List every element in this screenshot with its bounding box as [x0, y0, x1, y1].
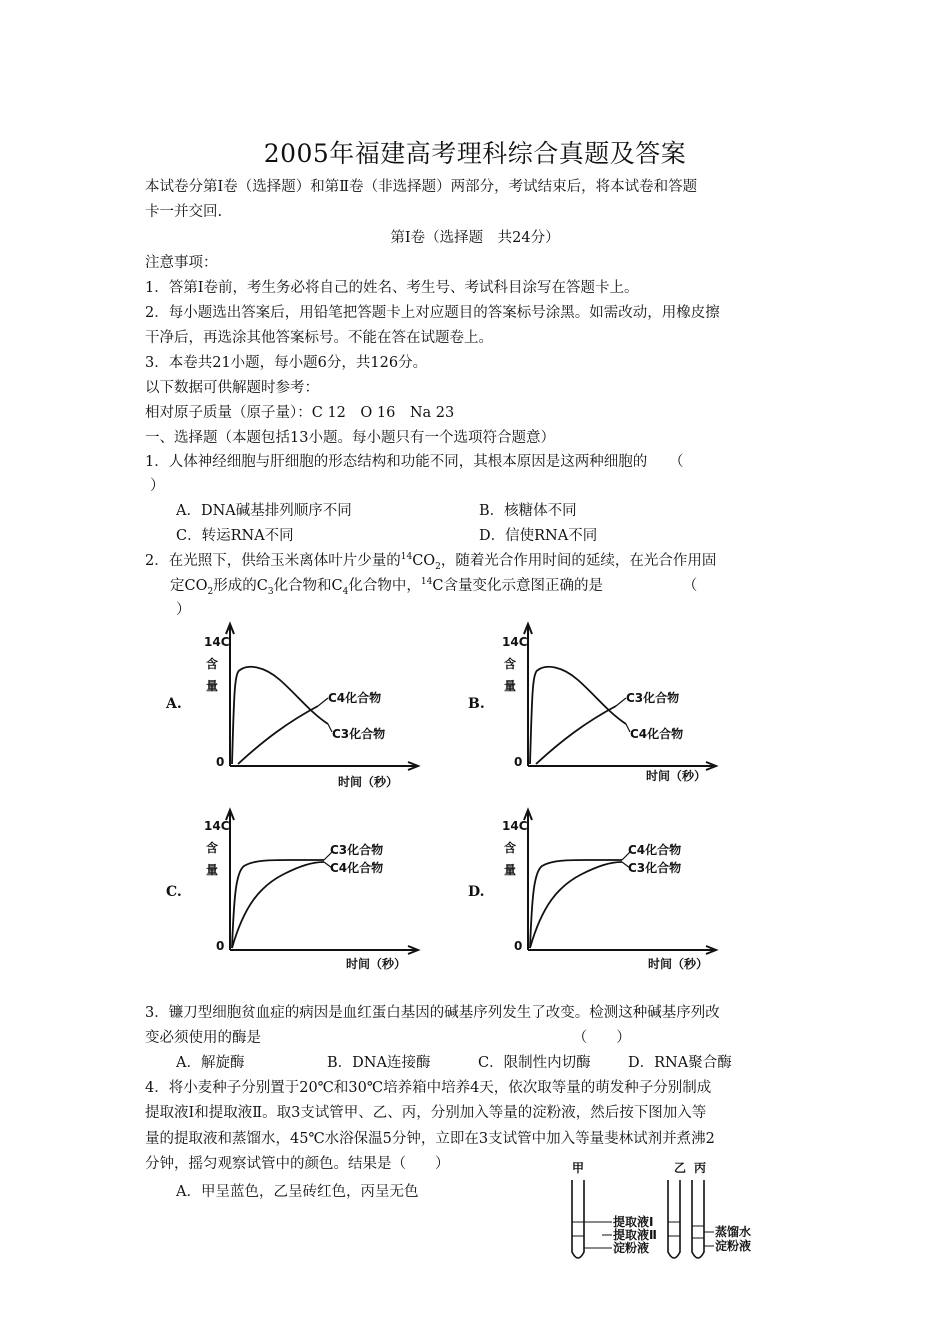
- graph-d-curve-slow: [530, 862, 622, 948]
- notice-heading: 注意事项：: [145, 255, 218, 271]
- graph-d-lower-label: C3化合物: [628, 861, 682, 875]
- graph-d-ylabel-2: 量: [504, 863, 517, 877]
- page-title: 2005年福建高考理科综合真题及答案: [263, 139, 687, 168]
- graph-b-lower-label: C4化合物: [630, 727, 684, 741]
- q1-option-b: B．核糖体不同: [479, 503, 577, 519]
- test-tube-figure: [562, 1160, 772, 1274]
- tube-bing: [692, 1180, 704, 1258]
- graph-c: [160, 806, 420, 985]
- reference-heading: 以下数据可供解题时参考：: [145, 380, 319, 396]
- q2-stem-line-2: 定$CO_2$形成的$C_3$化合物和$C_4$化合物中，$^{14}$C含量变化示意图正确的是 （: [170, 577, 698, 597]
- q3-stem-line-1: 3．镰刀型细胞贫血症的病因是血红蛋白基因的碱基序列发生了改变。检测这种碱基序列改: [145, 1005, 720, 1021]
- graph-b-origin: 0: [514, 755, 523, 769]
- fig-label-starch-2: 淀粉液: [715, 1239, 752, 1253]
- graph-a-lower-label: C3化合物: [332, 727, 386, 741]
- graph-d-option-label: D.: [468, 884, 485, 900]
- graph-c-xlabel: 时间（秒）: [346, 957, 407, 971]
- graph-a-curve-rising: [238, 706, 318, 764]
- graph-d-ylabel-1: 含: [504, 841, 517, 855]
- notice-3: 3．本卷共21小题，每小题6分，共126分。: [145, 355, 428, 371]
- q4-option-a: A．甲呈蓝色，乙呈砖红色，丙呈无色: [176, 1184, 419, 1200]
- fig-label-starch-1: 淀粉液: [613, 1241, 650, 1255]
- graph-c-origin: 0: [216, 939, 225, 953]
- atomic-mass: 相对原子质量（原子量）：C 12 O 16 Na 23: [145, 405, 455, 421]
- graph-b-curve-rise-fall: [530, 667, 626, 764]
- graph-a-curve-rise-fall: [232, 667, 328, 764]
- graph-d: [462, 806, 722, 985]
- graph-c-option-label: C.: [166, 884, 182, 900]
- q4-stem-line-4: 分钟，摇匀观察试管中的颜色。结果是（ ）: [145, 1156, 450, 1172]
- graph-b-option-label: B.: [468, 696, 485, 712]
- graph-c-curve-slow: [232, 862, 324, 948]
- graph-b-upper-label: C3化合物: [626, 691, 680, 705]
- graph-a-ylabel-top: 14C: [204, 635, 230, 649]
- q3-stem-line-2: 变必须使用的酶是 （ ）: [145, 1030, 631, 1046]
- q1-stem-tail: ）: [150, 478, 165, 494]
- q3-option-d: D．RNA聚合酶: [628, 1055, 732, 1071]
- q1-option-c: C．转运RNA不同: [176, 528, 294, 544]
- graph-a-ylabel-2: 量: [206, 679, 219, 693]
- q1-option-d: D．信使RNA不同: [479, 528, 598, 544]
- graph-d-ylabel-top: 14C: [502, 819, 528, 833]
- graph-b: [462, 620, 722, 799]
- graph-a: [160, 620, 420, 799]
- graph-b-xlabel: 时间（秒）: [646, 769, 707, 783]
- graph-d-xlabel: 时间（秒）: [648, 957, 709, 971]
- q4-stem-line-1: 4．将小麦种子分别置于20℃和30℃培养箱中培养4天，依次取等量的萌发种子分别制成: [145, 1080, 712, 1096]
- fig-label-extract-1: 提取液Ⅰ: [613, 1215, 654, 1229]
- graph-b-curve-rising: [536, 706, 616, 764]
- fig-label-extract-2: 提取液Ⅱ: [613, 1228, 657, 1242]
- part-one-heading: 一、选择题（本题包括13小题。每小题只有一个选项符合题意）: [145, 430, 555, 446]
- q1-stem: 1．人体神经细胞与肝细胞的形态结构和功能不同，其根本原因是这两种细胞的 （: [145, 454, 684, 470]
- q1-option-a: A．DNA碱基排列顺序不同: [176, 503, 352, 519]
- graph-a-ylabel-1: 含: [206, 657, 219, 671]
- graph-b-ylabel-1: 含: [504, 657, 517, 671]
- fig-label-water: 蒸馏水: [715, 1225, 752, 1239]
- q2-stem-line-1: 2．在光照下，供给玉米离体叶片少量的$^{14}CO_2$，随着光合作用时间的延续，在光合作用固: [145, 552, 717, 572]
- graph-c-upper-label: C3化合物: [330, 843, 384, 857]
- tube-yi-label: 乙: [674, 1161, 687, 1175]
- graph-c-curve-fast: [232, 860, 324, 948]
- q4-stem-line-2: 提取液Ⅰ和提取液Ⅱ。取3支试管甲、乙、丙，分别加入等量的淀粉液，然后按下图加入等: [145, 1105, 707, 1121]
- notice-2-cont: 干净后，再选涂其他答案标号。不能在答在试题卷上。: [145, 330, 493, 346]
- q2-stem-tail: ）: [176, 602, 191, 618]
- notice-1: 1．答第Ⅰ卷前，考生务必将自己的姓名、考生号、考试科目涂写在答题卡上。: [145, 280, 639, 296]
- tube-jia: [572, 1180, 584, 1258]
- tube-jia-label: 甲: [572, 1161, 585, 1175]
- graph-a-upper-label: C4化合物: [328, 691, 382, 705]
- intro-line-1: 本试卷分第Ⅰ卷（选择题）和第Ⅱ卷（非选择题）两部分，考试结束后，将本试卷和答题: [145, 179, 698, 195]
- graph-a-option-label: A.: [166, 696, 182, 712]
- q3-option-b: B．DNA连接酶: [327, 1055, 431, 1071]
- q4-stem-line-3: 量的提取液和蒸馏水，45℃水浴保温5分钟，立即在3支试管中加入等量斐林试剂并煮沸2: [145, 1131, 715, 1147]
- q3-option-a: A．解旋酶: [176, 1055, 245, 1071]
- q3-option-c: C．限制性内切酶: [478, 1055, 591, 1071]
- section-title: 第Ⅰ卷（选择题 共24分）: [390, 230, 560, 246]
- graph-b-ylabel-2: 量: [504, 679, 517, 693]
- graph-c-lower-label: C4化合物: [330, 861, 384, 875]
- graph-c-ylabel-top: 14C: [204, 819, 230, 833]
- graph-d-upper-label: C4化合物: [628, 843, 682, 857]
- graph-b-ylabel-top: 14C: [502, 635, 528, 649]
- graph-c-ylabel-1: 含: [206, 841, 219, 855]
- graph-c-ylabel-2: 量: [206, 863, 219, 877]
- graph-d-curve-fast: [530, 860, 622, 948]
- intro-line-2: 卡一并交回.: [145, 204, 223, 220]
- graph-a-xlabel: 时间（秒）: [338, 775, 399, 789]
- notice-2: 2．每小题选出答案后，用铅笔把答题卡上对应题目的答案标号涂黑。如需改动，用橡皮擦: [145, 305, 720, 321]
- graph-d-origin: 0: [514, 939, 523, 953]
- tube-bing-label: 丙: [694, 1161, 707, 1175]
- tube-yi: [668, 1180, 680, 1258]
- graph-a-origin: 0: [216, 755, 225, 769]
